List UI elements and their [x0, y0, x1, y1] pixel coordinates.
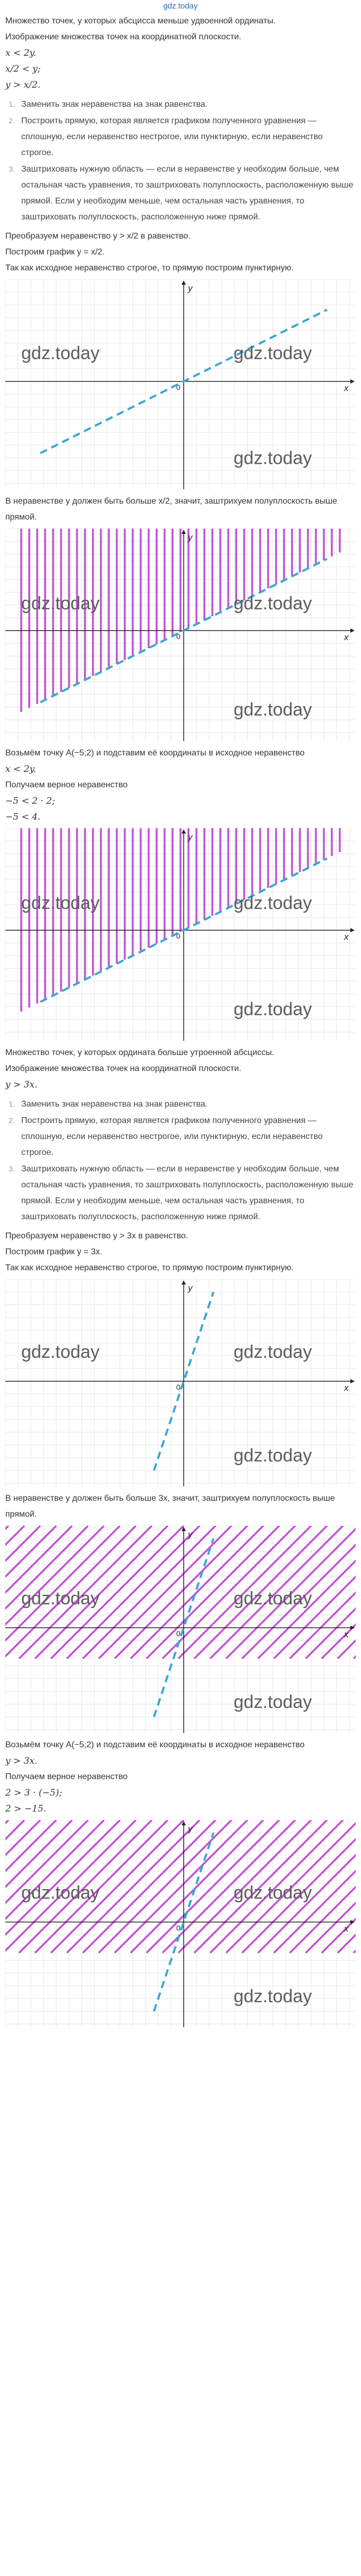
- part-b-intro2: Изображение множества точек на координатной плоскости.: [5, 1064, 242, 1073]
- step-item: 1. Заменить знак неравенства на знак равенства.: [17, 96, 356, 113]
- x-arrow: [350, 928, 355, 932]
- y-arrow: [182, 530, 186, 534]
- part-b-calc1: 2 > 3 · (−5);: [5, 1788, 62, 1798]
- watermark: gdz.today: [21, 343, 100, 364]
- part-b-true-note: Получаем верное неравенство: [5, 1772, 128, 1781]
- origin-label: 0: [176, 932, 180, 940]
- hatch-line: [83, 1820, 216, 1953]
- part-b-calc2: 2 > −15.: [5, 1804, 47, 1814]
- step-item: 2. Построить прямую, которая является графиком полученного уравнения — сплошную, если неравенство нестрогое, или пунктирную, если неравенство строгое.: [17, 1112, 356, 1161]
- origin-label: 0: [176, 1924, 180, 1932]
- chart: [5, 529, 356, 741]
- graph-b3: [5, 1820, 356, 2027]
- origin-label: 0: [176, 632, 180, 641]
- hatch-line: [83, 1526, 216, 1659]
- y-arrow: [182, 829, 186, 834]
- hatch-line: [115, 1526, 247, 1659]
- step-item: 1. Заменить знак неравенства на знак равенства.: [17, 1096, 356, 1112]
- hatch-line: [115, 1820, 247, 1953]
- x-axis-label: x: [344, 383, 349, 393]
- graph-a1: [5, 279, 356, 489]
- part-a-ineq2: x/2 < y;: [5, 64, 41, 74]
- watermark: gdz.today: [234, 1883, 312, 1903]
- graph-b1: [5, 1279, 356, 1486]
- part-a-intro: Множество точек, у которых абсцисса меньше удвоенной ординаты.: [5, 16, 276, 25]
- origin-label: 0: [176, 1383, 180, 1391]
- part-b-steps: [5, 1096, 356, 1225]
- part-b-check-point: Возьмём точку A(−5;2) и подставим её координаты в исходное неравенство: [5, 1740, 305, 1749]
- watermark: gdz.today: [234, 593, 312, 614]
- watermark: gdz.today: [21, 893, 100, 913]
- graph-a3: [5, 828, 356, 1041]
- part-b-ineq1: y > 3x.: [5, 1079, 38, 1090]
- part-a-transform: Преобразуем неравенство y > x/2 в равенство.: [5, 232, 191, 241]
- x-axis-label: x: [344, 932, 349, 942]
- watermark: gdz.today: [234, 1446, 312, 1466]
- part-a-shade-note: В неравенстве y должен быть больше x/2, значит, заштрихуем полуплоскость выше прямой.: [5, 497, 338, 522]
- chart: [5, 1279, 356, 1486]
- step-item: 3. Заштриховать нужную область — если в неравенстве y необходим больше, чем остальная часть уравнения, то заштриховать полуплоскость, расположенную выше прямой. Если y необходим меньше, чем остальная часть уравнения, то заштриховать полуплоскость, расположенную ниже прямой.: [17, 161, 356, 225]
- origin-label: 0: [176, 383, 180, 392]
- chart: [5, 279, 356, 489]
- part-b-shade-note: В неравенстве y должен быть больше 3x, значит, заштрихуем полуплоскость выше прямой.: [5, 1494, 335, 1519]
- chart: [5, 828, 356, 1041]
- graph-b2: [5, 1526, 356, 1733]
- site-header[interactable]: [5, 0, 356, 13]
- watermark: gdz.today: [21, 593, 100, 614]
- y-axis-label: y: [188, 1824, 193, 1834]
- y-axis-label: y: [188, 532, 193, 542]
- site-logo[interactable]: gdz.today: [163, 2, 198, 11]
- y-axis-label: y: [188, 832, 193, 842]
- x-axis-label: x: [344, 1924, 349, 1934]
- part-a-dashed-note: Так как исходное неравенство строгое, то прямую построим пунктирную.: [5, 263, 294, 273]
- y-axis-label: y: [188, 283, 193, 293]
- step-item: 3. Заштриховать нужную область — если в неравенстве y необходим больше, чем остальная часть уравнения, то заштриховать полуплоскость, расположенную выше прямой. Если y необходим меньше, чем остальная часть уравнения, то заштриховать полуплоскость, расположенную ниже прямой.: [17, 1161, 356, 1225]
- origin-label: 0: [176, 1629, 180, 1638]
- watermark: gdz.today: [21, 1588, 100, 1609]
- watermark: gdz.today: [234, 1692, 312, 1713]
- watermark: gdz.today: [234, 999, 312, 1019]
- y-axis-label: y: [188, 1283, 193, 1293]
- part-b-transform: Преобразуем неравенство y > 3x в равенство.: [5, 1231, 188, 1240]
- part-a-steps: [5, 96, 356, 225]
- part-a-ineq1: x < 2y.: [5, 48, 37, 58]
- watermark: gdz.today: [234, 448, 312, 469]
- x-arrow: [350, 628, 355, 633]
- hatch-line: [99, 1526, 231, 1659]
- part-a-calc2: −5 < 4.: [5, 812, 41, 822]
- y-arrow: [182, 1280, 186, 1285]
- watermark: gdz.today: [21, 1883, 100, 1903]
- watermark: gdz.today: [234, 343, 312, 364]
- watermark: gdz.today: [234, 700, 312, 720]
- part-b-dashed-note: Так как исходное неравенство строгое, то прямую построим пунктирную.: [5, 1263, 294, 1272]
- x-axis-label: x: [344, 1629, 349, 1639]
- part-a-true-note: Получаем верное неравенство: [5, 780, 128, 789]
- chart: [5, 1526, 356, 1733]
- x-axis-label: x: [344, 1383, 349, 1393]
- part-a-build: Построим график y = x/2.: [5, 248, 105, 257]
- watermark: gdz.today: [234, 1342, 312, 1363]
- x-axis-label: x: [344, 632, 349, 642]
- part-b-build: Построим график y = 3x.: [5, 1247, 102, 1256]
- x-arrow: [350, 1379, 355, 1383]
- x-arrow: [350, 379, 355, 384]
- hatch-line: [99, 1820, 231, 1953]
- part-a-intro2: Изображение множества точек на координатной плоскости.: [5, 32, 242, 41]
- graph-a2: [5, 529, 356, 741]
- part-a-check-ineq: x < 2y.: [5, 764, 37, 775]
- watermark: gdz.today: [234, 1986, 312, 2007]
- step-item: 2. Построить прямую, которая является графиком полученного уравнения — сплошную, если неравенство нестрогое, или пунктирную, если неравенство строгое.: [17, 113, 356, 161]
- y-axis-label: y: [188, 1529, 193, 1540]
- part-b-intro: Множество точек, у которых ордината больше утроенной абсциссы.: [5, 1048, 274, 1057]
- part-b-check-ineq: y > 3x.: [5, 1756, 38, 1766]
- part-a-ineq3: y > x/2.: [5, 80, 41, 90]
- part-a-check-point: Возьмём точку A(−5;2) и подставим её координаты в исходное неравенство: [5, 749, 305, 758]
- y-arrow: [182, 280, 186, 285]
- watermark: gdz.today: [234, 1588, 312, 1609]
- watermark: gdz.today: [234, 893, 312, 913]
- part-a-calc1: −5 < 2 · 2;: [5, 796, 55, 806]
- chart: [5, 1820, 356, 2027]
- watermark: gdz.today: [21, 1342, 100, 1363]
